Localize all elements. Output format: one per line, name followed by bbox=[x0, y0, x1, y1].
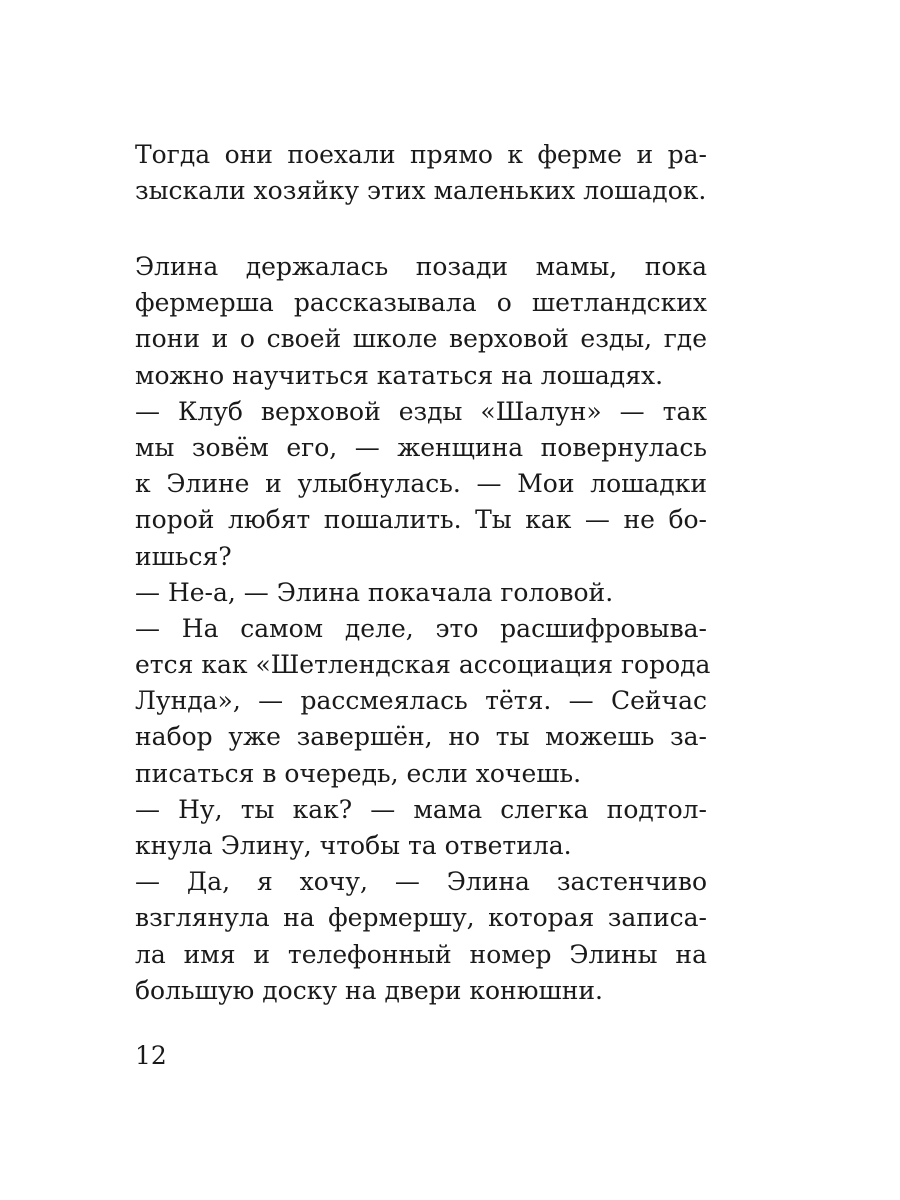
text-line: — Не-а, — Элина покачала головой. bbox=[135, 577, 614, 607]
main-text bbox=[135, 249, 711, 1009]
paragraph-3 bbox=[135, 394, 707, 575]
text-line: мы зовём его, — женщина повернулась bbox=[135, 432, 707, 462]
paragraph-6 bbox=[135, 792, 707, 864]
text-line: Тогда они поехали прямо к ферме и ра- bbox=[135, 140, 707, 169]
paragraph-4 bbox=[135, 575, 707, 611]
text-line: порой любят пошалить. Ты как — не бо- bbox=[135, 505, 707, 535]
text-line: Элина держалась позади мамы, пока bbox=[135, 252, 707, 281]
text-line: — На самом деле, это расшифровыва- bbox=[135, 613, 707, 643]
paragraph-1 bbox=[135, 137, 707, 209]
text-line: — Ну, ты как? — мама слегка подтол- bbox=[135, 794, 707, 824]
text-line: зыскали хозяйку этих маленьких лошадок. bbox=[135, 176, 707, 206]
text-line: пони и о своей школе верховой езды, где bbox=[135, 324, 707, 354]
text-line: к Элине и улыбнулась. — Мои лошадки bbox=[135, 469, 707, 499]
text-line: взглянула на фермершу, которая записа- bbox=[135, 903, 707, 933]
text-line: ишься? bbox=[135, 541, 232, 571]
text-line: набор уже завершён, но ты можешь за- bbox=[135, 722, 707, 752]
text-line: фермерша рассказывала о шетландских bbox=[135, 288, 707, 318]
paragraph-5 bbox=[135, 611, 711, 792]
text-line: писаться в очередь, если хочешь. bbox=[135, 758, 582, 788]
text-line: можно научиться кататься на лошадях. bbox=[135, 360, 664, 390]
paragraph-7 bbox=[135, 864, 707, 1009]
text-line: Лунда», — рассмеялась тётя. — Сейчас bbox=[135, 686, 707, 716]
text-line: кнула Элину, чтобы та ответила. bbox=[135, 831, 572, 860]
paragraph-2 bbox=[135, 249, 707, 394]
text-line: ла имя и телефонный номер Элины на bbox=[135, 939, 707, 969]
text-line: большую доску на двери конюшни. bbox=[135, 975, 603, 1005]
text-line: — Клуб верховой езды «Шалун» — так bbox=[135, 396, 707, 426]
page-number: 12 bbox=[135, 1041, 167, 1070]
text-line: — Да, я хочу, — Элина застенчиво bbox=[135, 867, 707, 897]
text-line: ется как «Шетлендская ассоциация города bbox=[135, 650, 711, 680]
